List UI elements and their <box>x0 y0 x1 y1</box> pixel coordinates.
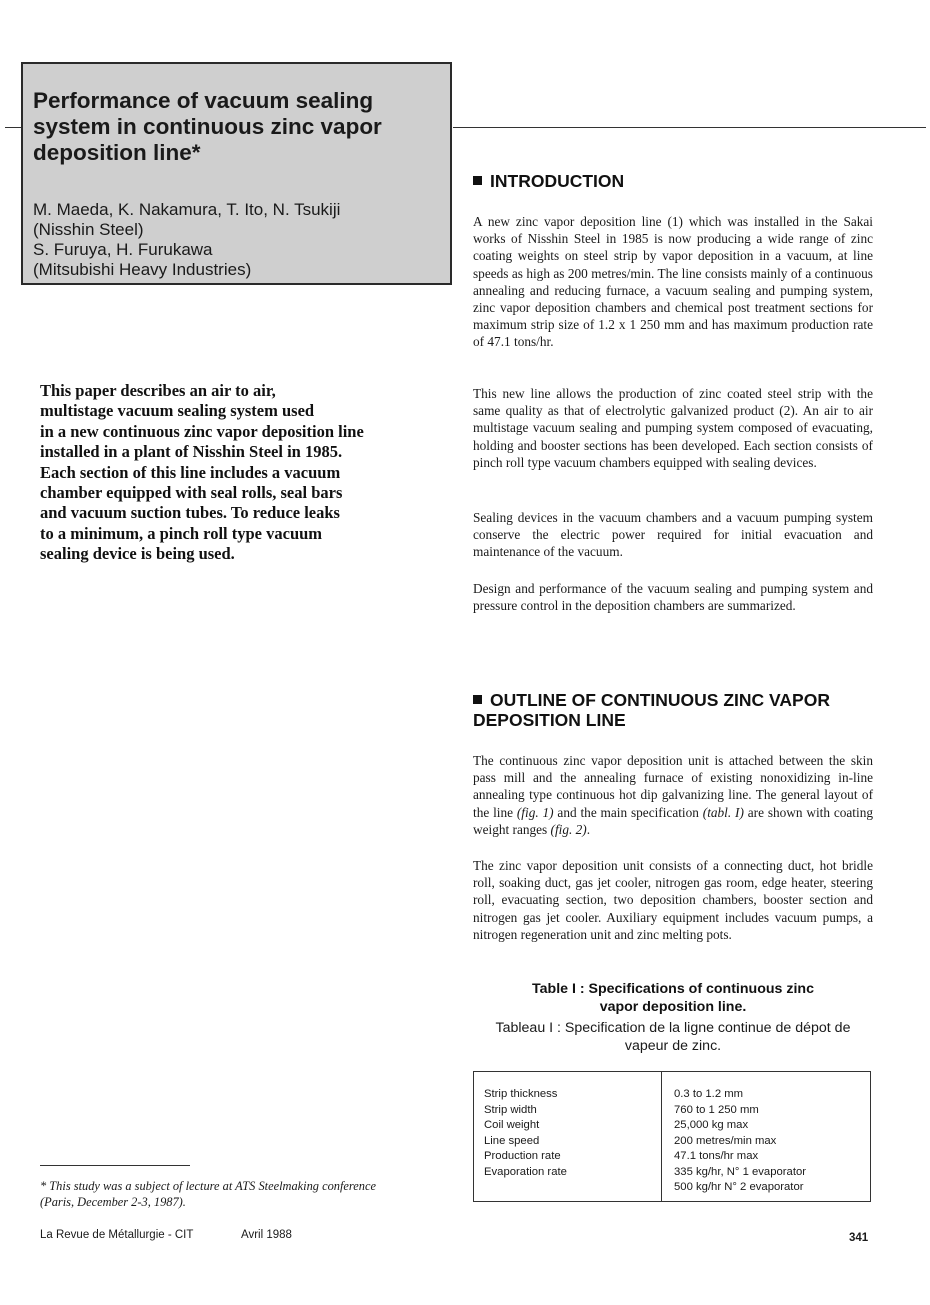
footnote-rule <box>40 1165 190 1166</box>
text-run: . <box>586 821 591 837</box>
table-cell-value: 760 to 1 250 mm <box>674 1103 759 1116</box>
abstract-line: in a new continuous zinc vapor deposition line <box>40 421 364 441</box>
body-paragraph: This new line allows the production of zinc coated steel strip with the same quality as that of electrolytic galvanized product (2). An air to air multistage vacuum sealing and pumping system composed of evacuating, holding and booster sections has been developed. Each section consists of pinch roll type vacuum chambers equipped with sealing devices. <box>473 386 873 470</box>
outline-paragraph-1 <box>473 752 873 838</box>
square-bullet-icon <box>473 695 482 704</box>
heading-text: INTRODUCTION <box>490 171 625 191</box>
table-cell-value: 47.1 tons/hr max <box>674 1150 759 1162</box>
title-line: Performance of vacuum sealing <box>33 88 374 113</box>
table-reference: (tabl. I) <box>702 804 744 820</box>
table-cell-label: Evaporation rate <box>484 1165 567 1178</box>
author-line: S. Furuya, H. Furukawa <box>33 240 213 259</box>
abstract-line: chamber equipped with seal rolls, seal bars <box>40 483 343 503</box>
specifications-table <box>473 1071 871 1202</box>
title-line: system in continuous zinc vapor <box>33 114 382 139</box>
footnote <box>40 1178 440 1210</box>
body-paragraph: The zinc vapor deposition unit consists of a connecting duct, hot bridle roll, soaking duct, gas jet cooler, nitrogen gas room, edge heater, steering roll, evacuating section, two deposition chambers, booster section and nitrogen gas jet cooler. Auxiliary equipment includes vacuum pumps, a nitrogen regeneration unit and zinc melting pots. <box>473 858 873 942</box>
abstract-line: and vacuum suction tubes. To reduce leaks <box>40 503 340 523</box>
article-title <box>33 88 440 166</box>
table-value-column <box>674 1087 806 1196</box>
table-cell-label: Strip thickness <box>484 1088 558 1100</box>
abstract-line: multistage vacuum sealing system used <box>40 401 315 421</box>
intro-paragraph-3 <box>473 509 873 561</box>
table-caption-french <box>473 1019 873 1055</box>
abstract-line: installed in a plant of Nisshin Steel in 1985. <box>40 442 343 462</box>
intro-paragraph-4 <box>473 580 873 614</box>
outline-heading <box>473 690 873 730</box>
body-paragraph <box>473 752 873 838</box>
abstract-line: Each section of this line includes a vacuum <box>40 462 341 482</box>
introduction-heading <box>473 171 873 191</box>
figure-reference: (fig. 1) <box>516 804 554 820</box>
header-rule-right <box>453 127 926 128</box>
table-cell-value: 25,000 kg max <box>674 1119 749 1131</box>
table-cell-value: 0.3 to 1.2 mm <box>674 1088 744 1100</box>
title-box <box>21 62 452 285</box>
table-column-divider <box>661 1072 662 1201</box>
footnote-line: (Paris, December 2-3, 1987). <box>40 1195 186 1209</box>
square-bullet-icon <box>473 176 482 185</box>
abstract <box>40 381 410 565</box>
text-run: are shown with coating weight ranges <box>473 804 873 837</box>
author-line: M. Maeda, K. Nakamura, T. Ito, N. Tsukiji <box>33 200 341 219</box>
table-cell-label: Production rate <box>484 1150 561 1162</box>
table-caption-english <box>473 980 873 1016</box>
text-run: and the main specification <box>553 804 703 820</box>
table-cell-label: Strip width <box>484 1103 537 1116</box>
figure-reference: (fig. 2) <box>550 821 587 837</box>
introduction-heading-block <box>473 171 873 191</box>
title-line: deposition line* <box>33 140 201 165</box>
body-paragraph: Sealing devices in the vacuum chambers and a vacuum pumping system conserve the electric power required for initial evacuation and maintenance of the vacuum. <box>473 510 873 560</box>
table-cell-value: 200 metres/min max <box>674 1134 777 1147</box>
heading-text: OUTLINE OF CONTINUOUS ZINC VAPOR <box>490 690 830 710</box>
outline-heading-block <box>473 690 873 730</box>
caption-line: Table I : Specifications of continuous zinc <box>532 981 814 997</box>
intro-paragraph-1 <box>473 213 873 351</box>
table-cell-value: 335 kg/hr, N° 1 evaporator <box>674 1165 806 1178</box>
table-label-column <box>484 1087 567 1180</box>
abstract-line: sealing device is being used. <box>40 544 235 564</box>
abstract-line: This paper describes an air to air, <box>40 381 276 400</box>
journal-name: La Revue de Métallurgie - CIT <box>40 1229 194 1241</box>
author-affiliation: (Nisshin Steel) <box>33 220 144 239</box>
intro-paragraph-2 <box>473 385 873 471</box>
text-run: The continuous zinc vapor deposition unit is attached between the skin pass mill and the annealing furnace of existing nonoxidizing in-line annealing type continuous hot dip galvanizing line. The general layout of the line <box>473 753 873 820</box>
abstract-line: to a minimum, a pinch roll type vacuum <box>40 523 323 543</box>
table-cell-label: Line speed <box>484 1134 540 1147</box>
caption-line: vapeur de zinc. <box>624 1038 722 1054</box>
outline-paragraph-2 <box>473 857 873 943</box>
page-number: 341 <box>849 1232 869 1244</box>
authors <box>33 200 440 280</box>
body-paragraph: Design and performance of the vacuum sealing and pumping system and pressure control in the deposition chambers are summarized. <box>473 581 873 614</box>
caption-line: Tableau I : Specification de la ligne continue de dépot de <box>495 1020 851 1036</box>
table-cell-value: 500 kg/hr N° 2 evaporator <box>674 1181 804 1193</box>
issue-date: Avril 1988 <box>241 1229 292 1241</box>
author-affiliation: (Mitsubishi Heavy Industries) <box>33 260 252 279</box>
heading-text: DEPOSITION LINE <box>473 710 626 730</box>
table-cell-label: Coil weight <box>484 1119 540 1131</box>
body-paragraph: A new zinc vapor deposition line (1) which was installed in the Sakai works of Nisshin Steel in 1985 is now producing a wide range of zinc coating weights on steel strip by vapor deposition in a vacuum, at line speeds as high as 200 metres/min. The line consists mainly of a continuous annealing and reducing furnace, a vacuum sealing and pumping system, zinc vapor deposition chambers and chemical post treatment sections for maximum strip size of 1.2 x 1 250 mm and has maximum production rate of 47.1 tons/hr. <box>473 214 873 350</box>
footnote-line: * This study was a subject of lecture at ATS Steelmaking conference <box>40 1179 376 1193</box>
caption-line: vapor deposition line. <box>599 999 747 1015</box>
